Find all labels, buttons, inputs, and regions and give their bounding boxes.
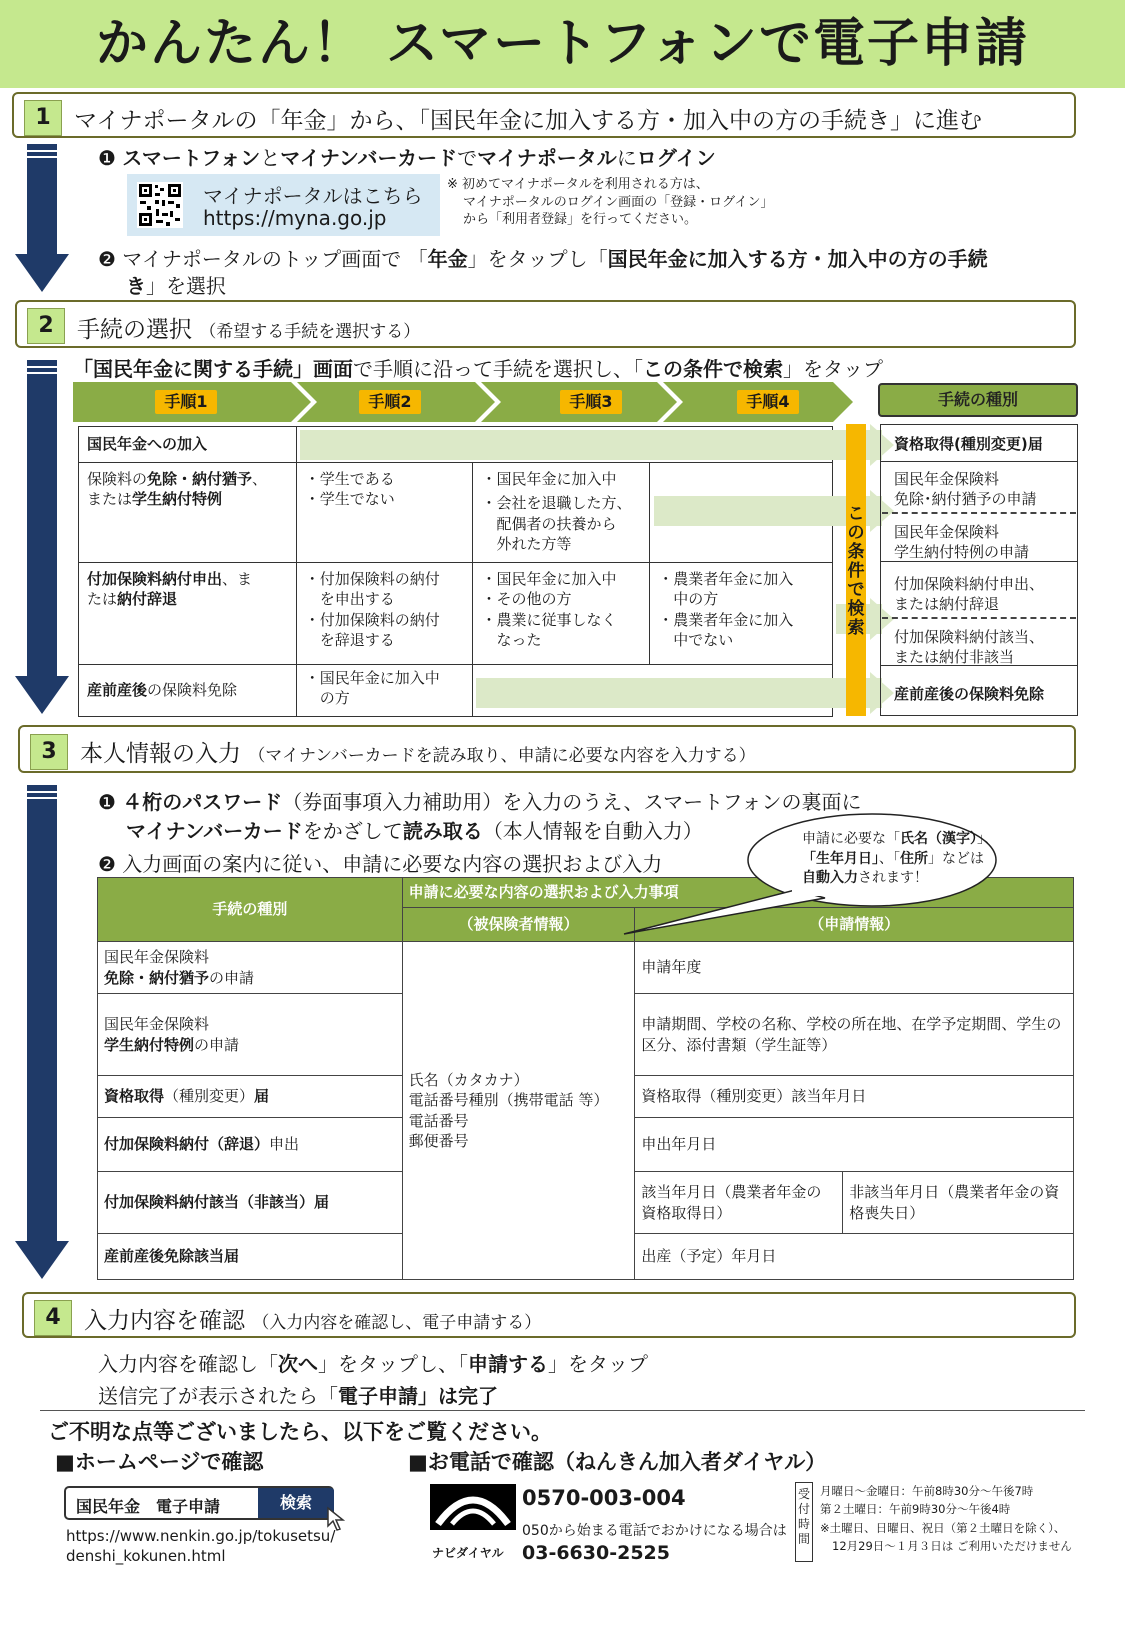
step-4-line-2 xyxy=(98,1380,498,1409)
step-1-item-1 xyxy=(98,142,716,171)
header-insured: （被保険者情報） xyxy=(402,908,635,942)
t: 自動入力 xyxy=(802,870,858,887)
t: 」などは xyxy=(928,850,984,867)
step-label-3: 手順3 xyxy=(560,390,622,414)
flow-bar xyxy=(300,430,882,460)
procedure-table xyxy=(78,426,833,717)
text-nenkin: 年金 xyxy=(427,247,468,271)
procedure-join: 国民年金への加入 xyxy=(79,427,297,463)
step-label-2: 手順2 xyxy=(359,390,421,414)
option-join-status[interactable] xyxy=(473,463,650,563)
header-kind: 手続の種別 xyxy=(98,878,403,942)
kind-cell xyxy=(98,1076,403,1118)
hours-line: 12月29日～１月３日は ご利用いただけません xyxy=(832,1539,1072,1554)
kind-cell: 付加保険料納付該当（非該当）届 xyxy=(98,1172,403,1234)
header-required: 申請に必要な内容の選択および入力事項 xyxy=(402,878,1073,908)
text-f: 」を選択 xyxy=(146,274,226,298)
search-condition-label: この条件で検索 xyxy=(847,504,865,638)
insured-info: 氏名（カタカナ） 電話番号種別（携帯電話 等） 電話番号 郵便番号 xyxy=(402,942,635,1280)
mynaportal-url[interactable]: https://myna.go.jp xyxy=(203,206,387,230)
t: 」、 xyxy=(977,831,998,847)
step-1-number: 1 xyxy=(24,100,62,136)
homepage-heading: ■ホームページで確認 xyxy=(55,1450,264,1474)
t: 、「 xyxy=(879,850,900,867)
phone-number-2[interactable]: 03-6630-2525 xyxy=(522,1542,670,1564)
note-line-1: ※ 初めてマイナポータルを利用される方は、 xyxy=(447,177,709,192)
step-3-number: 3 xyxy=(30,734,68,770)
header-application: （申請情報） xyxy=(635,908,1074,942)
lead-search: この条件で検索 xyxy=(643,357,783,381)
kind-item: 国民年金保険料 免除･納付猶予の申請 xyxy=(894,470,1037,509)
step-2-header xyxy=(15,300,1076,348)
mynaportal-link-label: マイナポータルはこちら xyxy=(203,184,423,208)
t: 入力内容を確認し「 xyxy=(98,1352,278,1376)
step-1-title: マイナポータルの「年金」から、「国民年金に加入する方・加入中の方の手続き」に進む xyxy=(74,108,983,134)
step-3-header xyxy=(18,725,1076,773)
kind-cell xyxy=(98,1118,403,1172)
t: 氏名（漢字） xyxy=(900,831,977,847)
lead-b: で手順に沿って手続を選択し、「 xyxy=(353,357,643,381)
phone-note: 050から始まる電話でおかけになる場合は xyxy=(522,1523,787,1539)
t: 付加保険料納付申出 xyxy=(87,570,223,588)
divider xyxy=(40,1410,1085,1411)
step-2-number: 2 xyxy=(27,308,65,344)
text-ni: に xyxy=(616,146,637,170)
t: 納付辞退 xyxy=(117,590,178,609)
kind-item: 産前産後の保険料免除 xyxy=(894,685,1045,703)
t: 電子申請 xyxy=(338,1384,418,1408)
t: 「生年月日」 xyxy=(802,850,879,867)
kind-cell xyxy=(98,942,403,994)
t: マイナンバーカード xyxy=(126,819,303,843)
text-d: 国民年金に加入する方・加入中の方の手続 xyxy=(607,247,988,271)
step-3-title: 本人情報の入力 xyxy=(80,741,241,767)
qr-code-icon xyxy=(137,182,183,228)
t: 資格取得 xyxy=(104,1087,165,1106)
t: 学生納付特例 xyxy=(132,490,223,509)
t: 免除・納付猶予 xyxy=(104,968,210,987)
t: 付加保険料納付（辞退） xyxy=(104,1135,270,1154)
t: 」は完了 xyxy=(418,1384,498,1408)
step-2-lead xyxy=(73,353,883,382)
option-additional-apply[interactable]: ・付加保険料の納付 を申出する ・付加保険料の納付 を辞退する xyxy=(296,563,473,665)
bullet-1: ❶ xyxy=(98,790,116,814)
t: の申請 xyxy=(209,968,255,987)
text-login: ログイン xyxy=(636,146,716,170)
step-1-item-2 xyxy=(98,246,1058,300)
kind-item: 国民年金保険料 学生納付特例の申請 xyxy=(894,523,1030,562)
t: の申請 xyxy=(194,1035,240,1054)
search-input[interactable]: 国民年金 電子申請 xyxy=(76,1497,221,1516)
text-mynaportal: マイナポータル xyxy=(477,146,617,170)
url-line-1[interactable]: https://www.nenkin.go.jp/tokusetsu/ xyxy=(66,1527,336,1545)
t: 住所 xyxy=(900,850,928,867)
step-4-header xyxy=(22,1292,1076,1338)
t: ・国民年金に加入中 xyxy=(481,470,617,488)
lead-d: 」をタップ xyxy=(783,357,883,381)
kind-item: 付加保険料納付申出、 または納付辞退 xyxy=(894,575,1045,614)
page-title-text: かんたん！ スマートフォンで電子申請 xyxy=(96,14,1029,74)
text-to: と xyxy=(260,146,281,170)
page-title xyxy=(0,0,1125,88)
step-label-4: 手順4 xyxy=(737,390,799,414)
app-cell: 出産（予定）年月日 xyxy=(635,1234,1074,1280)
step-3-subtitle: （マイナンバーカードを読み取り、申請に必要な内容を入力する） xyxy=(248,746,756,766)
step-label-1: 手順1 xyxy=(155,390,217,414)
t: 入力画面の案内に従い、申請に必要な内容の選択および入力 xyxy=(122,852,663,876)
kind-cell xyxy=(98,994,403,1076)
procedure-exemption xyxy=(79,463,297,563)
phone-heading: ■お電話で確認（ねんきん加入者ダイヤル） xyxy=(408,1450,827,1474)
bullet-2: ❷ xyxy=(98,247,116,271)
t: されます！ xyxy=(858,870,928,887)
step-2-title: 手続の選択 xyxy=(77,317,192,343)
url-line-2[interactable]: denshi_kokunen.html xyxy=(66,1547,226,1566)
table-row xyxy=(98,942,1074,994)
app-cell: 申出年月日 xyxy=(635,1118,1074,1172)
t: 読み取る xyxy=(402,819,483,843)
t: 、ま たは xyxy=(87,570,253,609)
kind-header: 手続の種別 xyxy=(878,383,1078,417)
t: 保険料の xyxy=(87,470,148,488)
flow-bar xyxy=(476,678,882,708)
homepage-url[interactable] xyxy=(66,1526,335,1567)
kind-item: 資格取得(種別変更)届 xyxy=(894,435,1043,453)
text-de: で xyxy=(457,146,478,170)
t: 産前産後 xyxy=(87,681,148,700)
app-cell: 該当年月日（農業者年金の資格取得日） xyxy=(635,1172,843,1234)
t: 国民年金保険料 xyxy=(104,1015,210,1034)
hours-line: 第２土曜日：午前9時30分～午後4時 xyxy=(820,1502,1011,1517)
phone-number-1[interactable]: 0570-003-004 xyxy=(522,1486,686,1510)
t: 」をタップし、「 xyxy=(318,1352,468,1376)
note-line-2: マイナポータルのログイン画面の「登録・ログイン」 xyxy=(463,194,774,210)
flow-arrow-1 xyxy=(15,144,69,294)
flow-arrow-2 xyxy=(15,360,69,720)
t: 国民年金保険料 xyxy=(104,948,210,967)
option-farmer-pension[interactable]: ・農業者年金に加入 中の方 ・農業者年金に加入 中でない xyxy=(650,563,833,665)
table-row xyxy=(79,563,833,665)
t: 免除・納付猶予 xyxy=(147,470,253,488)
t: 届 xyxy=(254,1087,270,1106)
t: ・会社を退職した方、 配偶者の扶養から 外れた方等 xyxy=(481,494,632,553)
t: 」をタップ xyxy=(548,1352,648,1376)
text-c: 」をタップし「 xyxy=(467,247,608,271)
hours-line: ※土曜日、日曜日、祝日（第２土曜日を除く）、 xyxy=(820,1520,1066,1535)
option-student[interactable]: ・学生である ・学生でない xyxy=(296,463,473,563)
hours-label: 受付時間 xyxy=(795,1482,813,1562)
t: （本人情報を自動入力） xyxy=(482,819,703,843)
hours-line: 月曜日～金曜日：午前8時30分～午後7時 xyxy=(820,1484,1034,1498)
mynaportal-link-box[interactable] xyxy=(127,174,440,236)
t: 申請に必要な「 xyxy=(802,831,900,847)
procedure-maternity xyxy=(79,665,297,717)
text-mynumber-card: マイナンバーカード xyxy=(280,146,458,170)
app-cell: 資格取得（種別変更）該当年月日 xyxy=(635,1076,1074,1118)
step-4-title: 入力内容を確認 xyxy=(84,1308,245,1334)
t: （券面事項入力補助用）を入力のうえ、スマートフォンの裏面に xyxy=(282,790,862,814)
lead-screen: 「国民年金に関する手続」画面 xyxy=(73,357,353,381)
hours-text xyxy=(820,1482,1072,1556)
text-e: き xyxy=(126,274,146,298)
kind-cell: 産前産後免除該当届 xyxy=(98,1234,403,1280)
step-4-subtitle: （入力内容を確認し、電子申請する） xyxy=(252,1313,542,1333)
app-cell: 申請期間、学校の名称、学校の所在地、在学予定期間、学生の区分、添付書類（学生証等） xyxy=(635,994,1074,1076)
t: 学生納付特例 xyxy=(104,1035,195,1054)
bullet-1: ❶ xyxy=(98,146,116,170)
option-maternity[interactable]: ・国民年金に加入中 の方 xyxy=(296,665,473,717)
t: 、 xyxy=(252,470,268,488)
t: をかざして xyxy=(302,819,403,843)
contact-heading: ご不明な点等ございましたら、以下をご覧ください。 xyxy=(48,1420,552,1444)
navi-dial-label: ナビダイヤル xyxy=(432,1546,504,1560)
step-4-number: 4 xyxy=(34,1300,72,1336)
procedure-additional xyxy=(79,563,297,665)
t: ４桁のパスワード xyxy=(122,790,283,814)
t: 申請する xyxy=(468,1352,548,1376)
step-2-subtitle: （希望する手続を選択する） xyxy=(199,322,421,342)
step-1-header xyxy=(12,92,1076,138)
bullet-2: ❷ xyxy=(98,852,116,876)
t: 申出 xyxy=(269,1135,300,1154)
app-cell: 申請年度 xyxy=(635,942,1074,994)
step-4-line-1 xyxy=(98,1348,648,1377)
navi-dial-logo-icon xyxy=(430,1484,516,1544)
note-line-3: から「利用者登録」を行ってください。 xyxy=(463,212,698,228)
kind-item: 付加保険料納付該当、 または納付非該当 xyxy=(894,628,1045,667)
login-note xyxy=(447,176,773,229)
option-additional-status[interactable]: ・国民年金に加入中 ・その他の方 ・農業に従事しなく なった xyxy=(473,563,650,665)
flow-arrow-3 xyxy=(15,785,69,1285)
t: または xyxy=(87,490,133,509)
text-a: マイナポータルのトップ画面で 「 xyxy=(122,247,428,271)
t: 送信完了が表示されたら「 xyxy=(98,1384,338,1408)
step-3-item-2 xyxy=(98,848,662,877)
app-cell: 非該当年月日（農業者年金の資格喪失日） xyxy=(843,1172,1074,1234)
search-button[interactable]: 検索 xyxy=(258,1488,334,1518)
t: 次へ xyxy=(278,1352,318,1376)
t: （種別変更） xyxy=(164,1087,255,1106)
t: の保険料免除 xyxy=(147,681,238,700)
bubble-text xyxy=(802,830,1042,889)
text-smartphone: スマートフォン xyxy=(122,146,261,170)
